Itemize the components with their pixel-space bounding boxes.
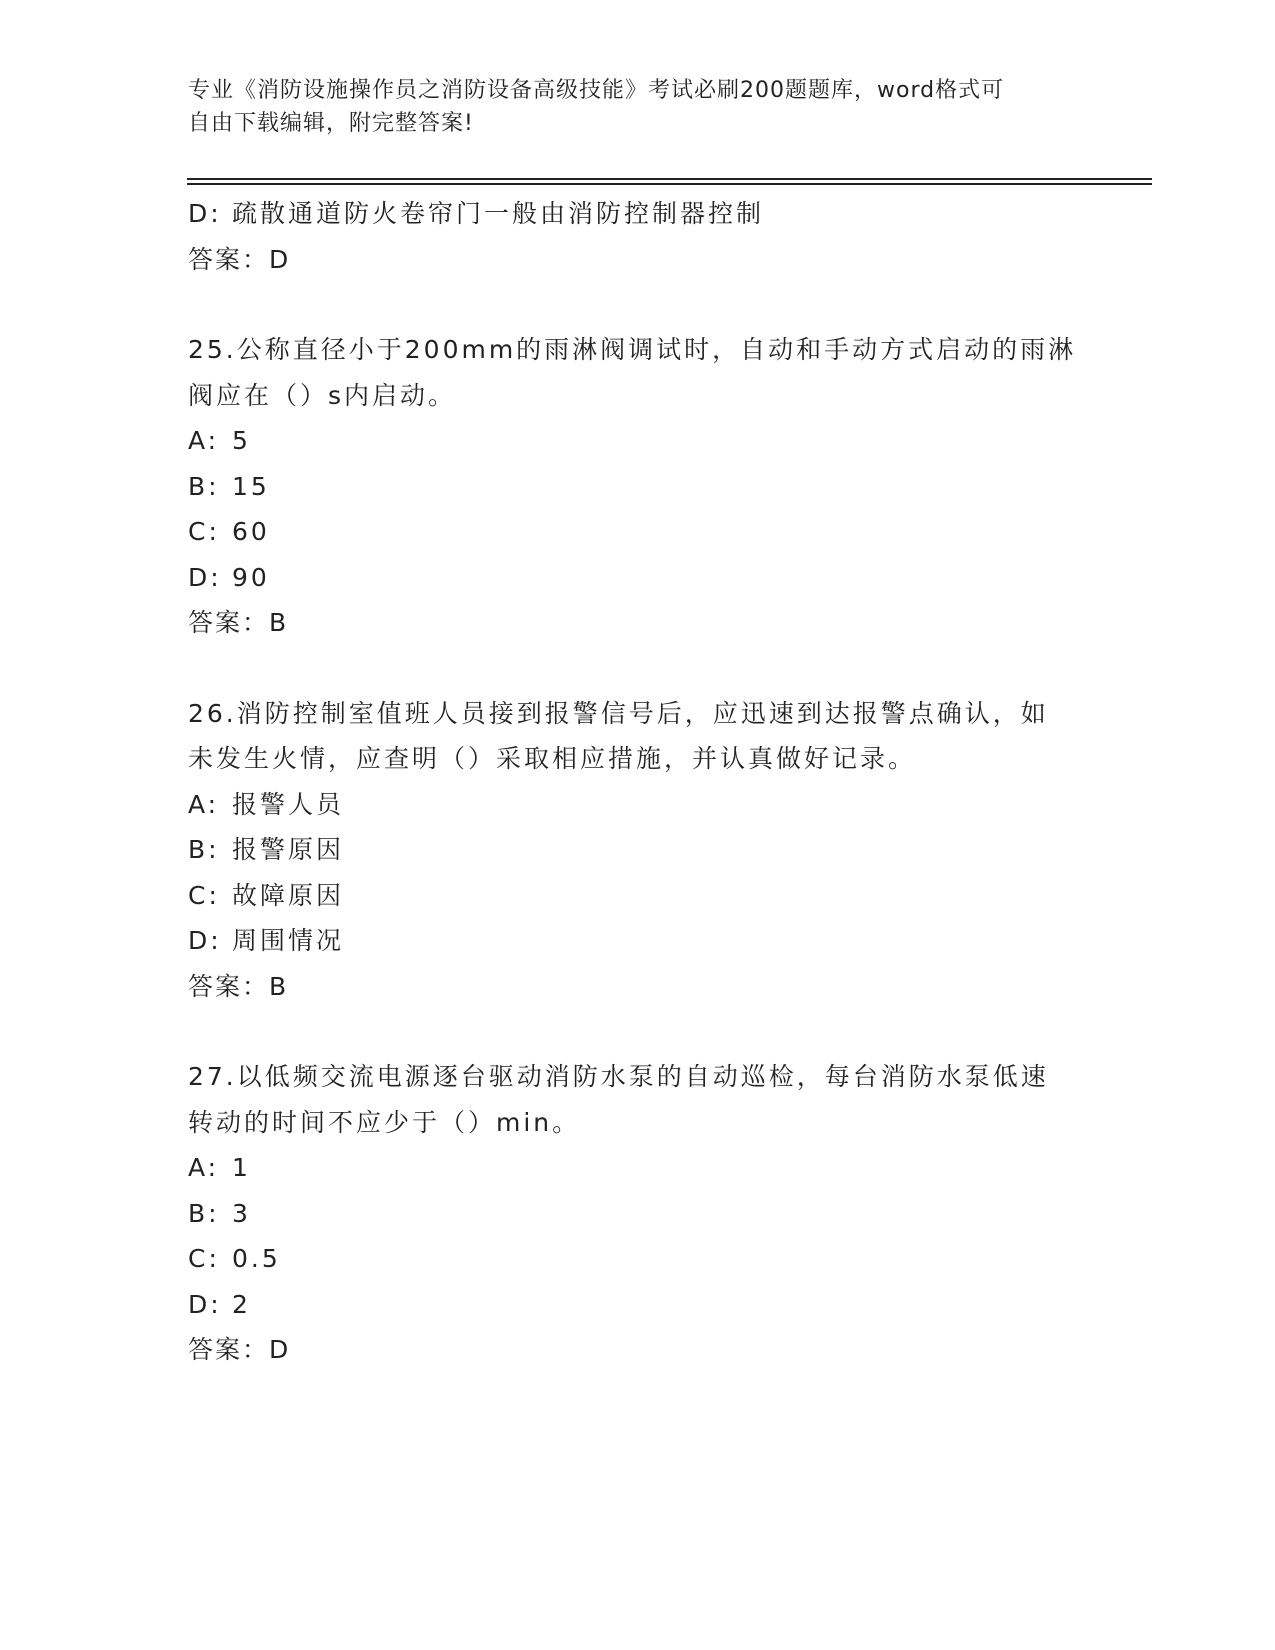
header-line-1: 专业《消防设施操作员之消防设备高级技能》考试必刷200题题库，word格式可 — [188, 78, 1005, 103]
answer-line: 答案：B — [188, 608, 289, 637]
option-a — [188, 782, 1088, 828]
option-b — [188, 464, 1088, 510]
question-list — [188, 191, 1088, 1373]
answer-line: 答案：B — [188, 971, 289, 1001]
option-text: 1 — [232, 1153, 251, 1182]
option-b — [188, 827, 1088, 873]
header-rule-bottom — [187, 183, 1152, 185]
header-rule-top — [187, 178, 1152, 180]
option-text: 5 — [232, 426, 251, 455]
option-b — [188, 1191, 1088, 1237]
option-text: 15 — [232, 471, 270, 501]
option-label: D: — [188, 199, 222, 228]
option-text: 故障原因 — [232, 880, 345, 910]
option-text: 报警原因 — [232, 835, 345, 864]
option-label: C: — [188, 880, 220, 910]
option-d — [188, 918, 1088, 964]
spacer — [188, 1009, 1088, 1054]
option-text: 疏散通道防火卷帘门一般由消防控制器控制 — [232, 199, 765, 228]
option-d — [188, 555, 1088, 601]
question-25 — [188, 327, 1088, 646]
option-text: 报警人员 — [232, 789, 345, 819]
option-label: D: — [188, 926, 222, 955]
option-text: 60 — [232, 517, 270, 546]
option-label: B: — [188, 835, 220, 864]
answer-line: 答案：D — [188, 244, 291, 274]
answer-line: 答案：D — [188, 1335, 291, 1364]
option-d — [188, 1282, 1088, 1328]
header-line-2: 自由下载编辑，附完整答案! — [188, 111, 474, 136]
question-stem-line-1: 26.消防控制室值班人员接到报警信号后，应迅速到达报警点确认，如 — [188, 698, 1049, 728]
option-label: A: — [188, 789, 220, 819]
option-d — [188, 191, 1088, 237]
option-label: B: — [188, 1198, 220, 1228]
option-label: C: — [188, 517, 220, 546]
spacer — [188, 646, 1088, 691]
option-c — [188, 509, 1088, 555]
question-stem-line-1: 25.公称直径小于200mm的雨淋阀调试时，自动和手动方式启动的雨淋 — [188, 335, 1077, 364]
option-c — [188, 873, 1088, 919]
option-text: 周围情况 — [232, 926, 345, 955]
option-a — [188, 418, 1088, 464]
option-text: 3 — [232, 1198, 251, 1228]
question-stem-line-2: 阀应在（）s内启动。 — [188, 380, 457, 410]
option-c — [188, 1236, 1088, 1282]
question-stem-line-2: 转动的时间不应少于（）min。 — [188, 1107, 581, 1137]
spacer — [188, 282, 1088, 327]
option-label: D: — [188, 562, 222, 592]
option-text: 0.5 — [232, 1244, 281, 1273]
option-label: A: — [188, 1153, 220, 1182]
option-label: D: — [188, 1289, 222, 1319]
option-label: C: — [188, 1244, 220, 1273]
question-stem-line-1: 27.以低频交流电源逐台驱动消防水泵的自动巡检，每台消防水泵低速 — [188, 1062, 1049, 1091]
question-27 — [188, 1054, 1088, 1373]
option-a — [188, 1145, 1088, 1191]
document-header — [188, 74, 1088, 140]
option-label: A: — [188, 426, 220, 455]
option-label: B: — [188, 471, 220, 501]
option-text: 2 — [232, 1289, 251, 1319]
option-text: 90 — [232, 562, 270, 592]
question-stem-line-2: 未发生火情，应查明（）采取相应措施，并认真做好记录。 — [188, 744, 917, 773]
question-26 — [188, 691, 1088, 1010]
